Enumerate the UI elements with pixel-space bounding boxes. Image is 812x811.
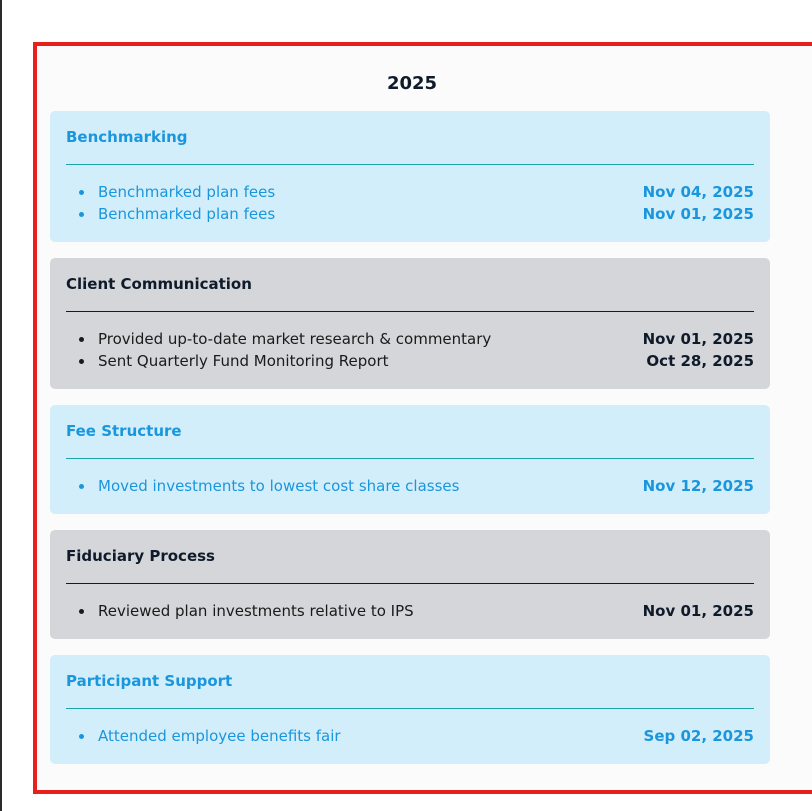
section-card-fiduciary-process	[50, 530, 770, 639]
section-title: Participant Support	[66, 672, 233, 690]
bullet-icon	[79, 212, 84, 217]
section-divider	[66, 311, 754, 312]
activity-text: Provided up-to-date market research & commentary	[98, 330, 492, 348]
activity-text: Benchmarked plan fees	[98, 205, 276, 223]
activity-item	[66, 600, 754, 622]
activity-text: Attended employee benefits fair	[98, 727, 341, 745]
activity-date: Sep 02, 2025	[643, 727, 754, 745]
section-divider	[66, 708, 754, 709]
section-card-benchmarking	[50, 111, 770, 242]
activity-date: Oct 28, 2025	[646, 352, 754, 370]
activity-item	[66, 328, 754, 350]
bullet-icon	[79, 190, 84, 195]
activity-date: Nov 01, 2025	[642, 330, 754, 348]
bullet-icon	[79, 359, 84, 364]
window-edge	[0, 0, 2, 811]
activity-list	[66, 600, 754, 622]
activity-item	[66, 181, 754, 203]
activity-item	[66, 203, 754, 225]
activity-list	[66, 181, 754, 225]
activity-text: Reviewed plan investments relative to IPS	[98, 602, 414, 620]
activity-date: Nov 01, 2025	[642, 602, 754, 620]
section-divider	[66, 164, 754, 165]
activity-text: Sent Quarterly Fund Monitoring Report	[98, 352, 389, 370]
activity-date: Nov 12, 2025	[642, 477, 754, 495]
section-title: Fee Structure	[66, 422, 182, 440]
bullet-icon	[79, 337, 84, 342]
section-divider	[66, 458, 754, 459]
activity-list	[66, 328, 754, 372]
section-card-client-communication	[50, 258, 770, 389]
selection-highlight-frame	[33, 42, 812, 794]
activity-date: Nov 01, 2025	[642, 205, 754, 223]
section-divider	[66, 583, 754, 584]
bullet-icon	[79, 734, 84, 739]
bullet-icon	[79, 609, 84, 614]
section-title: Client Communication	[66, 275, 252, 293]
activity-date: Nov 04, 2025	[642, 183, 754, 201]
section-card-participant-support	[50, 655, 770, 764]
activity-text: Benchmarked plan fees	[98, 183, 276, 201]
year-heading: 2025	[386, 73, 438, 94]
section-card-fee-structure	[50, 405, 770, 514]
activity-item	[66, 350, 754, 372]
activity-item	[66, 475, 754, 497]
activity-list	[66, 475, 754, 497]
activity-list	[66, 725, 754, 747]
activity-item	[66, 725, 754, 747]
activity-text: Moved investments to lowest cost share classes	[98, 477, 460, 495]
bullet-icon	[79, 484, 84, 489]
section-title: Benchmarking	[66, 128, 188, 146]
section-title: Fiduciary Process	[66, 547, 215, 565]
